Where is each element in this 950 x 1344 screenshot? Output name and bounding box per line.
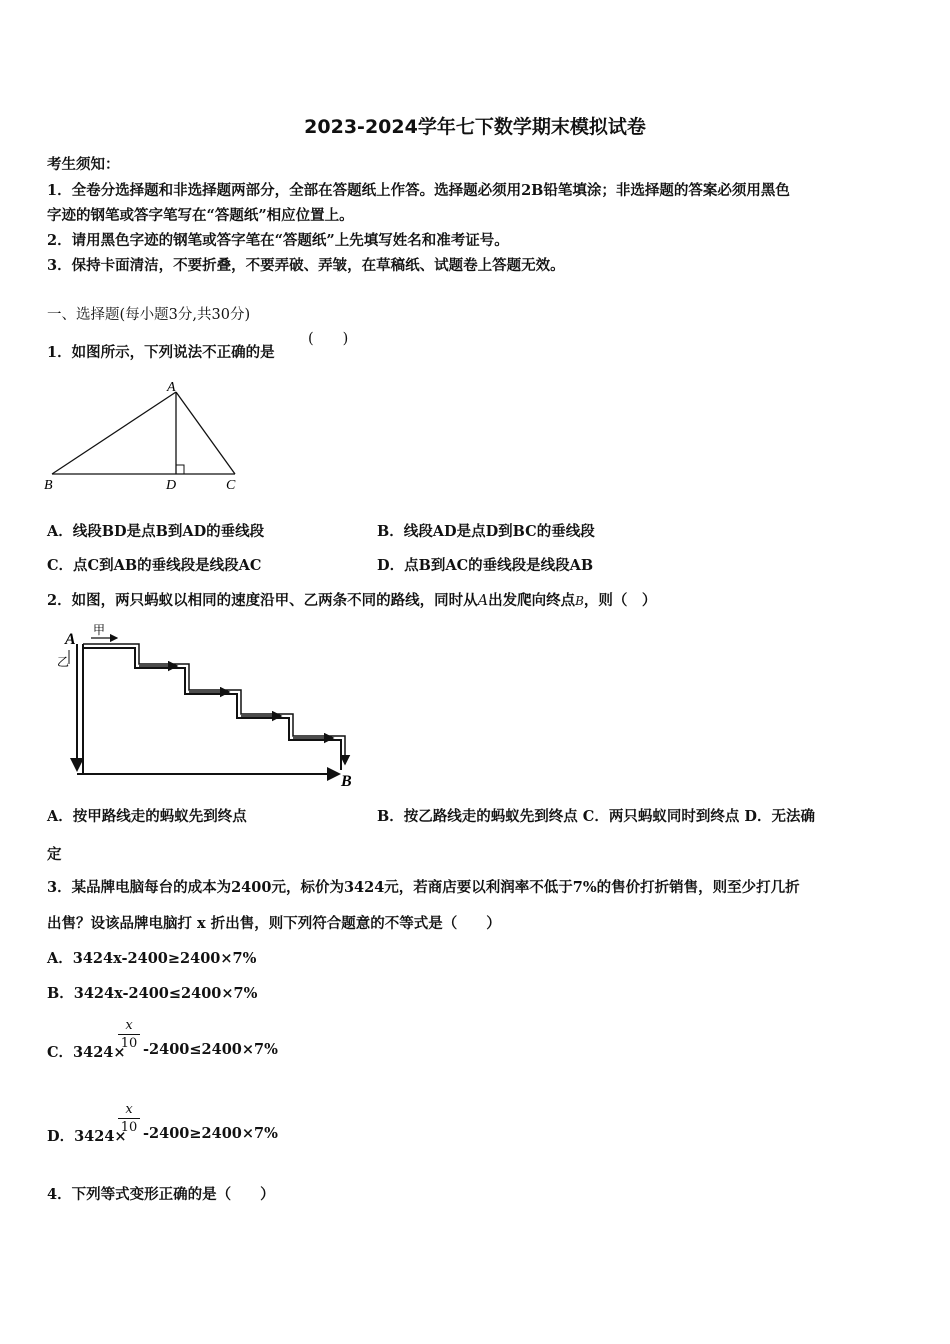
q1-label-b: B — [44, 478, 53, 493]
q2-stem-c: ，则（ ） — [583, 592, 657, 609]
q2-staircase-figure — [55, 620, 365, 792]
q3-option-c-fraction — [118, 1018, 140, 1051]
q2-option-d-tail: 定 — [47, 846, 62, 863]
q1-option-a: A．线段BD是点B到AD的垂线段 — [47, 523, 265, 540]
q1-label-a: A — [167, 380, 176, 395]
q2-option-bcd: B．按乙路线走的蚂蚁先到终点 C．两只蚂蚁同时到终点 D．无法确 — [377, 808, 815, 825]
fraction-denominator: 10 — [120, 1120, 138, 1135]
q2-stem-b: 出发爬向终点 — [488, 592, 576, 609]
q1-option-b: B．线段AD是点D到BC的垂线段 — [377, 523, 595, 540]
segment-ac — [176, 392, 235, 474]
fraction-numerator: x — [125, 1018, 133, 1033]
q3-line-2: 出售？设该品牌电脑打 x 折出售，则下列符合题意的不等式是（ ） — [47, 915, 501, 932]
q3-option-a: A．3424x-2400≥2400×7% — [47, 950, 257, 967]
q2-var-b: B — [575, 594, 584, 608]
q3-option-c-post: -2400≤2400×7% — [143, 1041, 278, 1058]
q1-paren: ( ) — [308, 331, 349, 347]
q2-label-a: A — [65, 631, 76, 648]
q3-option-b: B．3424x-2400≤2400×7% — [47, 985, 258, 1002]
q2-label-jia: 甲 — [93, 623, 106, 637]
section-heading: 一、选择题(每小题3分,共30分) — [47, 307, 251, 323]
q1-option-d: D．点B到AC的垂线段是线段AB — [377, 557, 594, 574]
q1-stem: 1．如图所示，下列说法不正确的是 — [47, 344, 275, 361]
q2-option-a: A．按甲路线走的蚂蚁先到终点 — [47, 808, 247, 825]
fraction-numerator: x — [125, 1102, 133, 1117]
q2-var-a: A — [477, 593, 489, 609]
segment-ab — [52, 392, 176, 474]
q2-label-b: B — [341, 773, 352, 790]
notice-line-3: 3．保持卡面清洁，不要折叠，不要弄破、弄皱，在草稿纸、试题卷上答题无效。 — [47, 257, 565, 274]
q2-stem-a: 2．如图，两只蚂蚁以相同的速度沿甲、乙两条不同的路线，同时从 — [47, 592, 478, 609]
q1-triangle-figure — [40, 376, 255, 496]
q3-option-d-post: -2400≥2400×7% — [143, 1125, 278, 1142]
q2-label-yi: 乙 — [57, 655, 70, 669]
q1-label-c: C — [226, 478, 236, 493]
q4-stem: 4．下列等式变形正确的是（ ） — [47, 1186, 275, 1203]
staircase-outline — [83, 648, 341, 770]
fraction-denominator: 10 — [120, 1036, 138, 1051]
q1-label-d: D — [166, 478, 177, 493]
path-jia — [83, 644, 345, 764]
q3-option-c-pre: C．3424× — [47, 1044, 126, 1061]
notice-line-1b: 字迹的钢笔或答字笔写在“答题纸”相应位置上。 — [47, 207, 354, 224]
q3-option-d-pre: D．3424× — [47, 1128, 127, 1145]
q3-option-d-fraction — [118, 1102, 140, 1135]
page-title: 2023-2024学年七下数学期末模拟试卷 — [304, 116, 646, 138]
q3-line-1: 3．某品牌电脑每台的成本为2400元，标价为3424元，若商店要以利润率不低于7%的售价打折销售，则至少打几折 — [47, 879, 800, 896]
notice-line-1a: 1．全卷分选择题和非选择题两部分，全部在答题纸上作答。选择题必须用2B铅笔填涂；非选择题的答案必须用黑色 — [47, 182, 790, 199]
right-angle-mark — [176, 465, 184, 474]
q1-option-c: C．点C到AB的垂线段是线段AC — [47, 557, 262, 574]
q2-stem — [47, 589, 656, 610]
notice-heading: 考生须知： — [47, 156, 120, 173]
notice-line-2: 2．请用黑色字迹的钢笔或答字笔在“答题纸”上先填写姓名和准考证号。 — [47, 232, 509, 249]
